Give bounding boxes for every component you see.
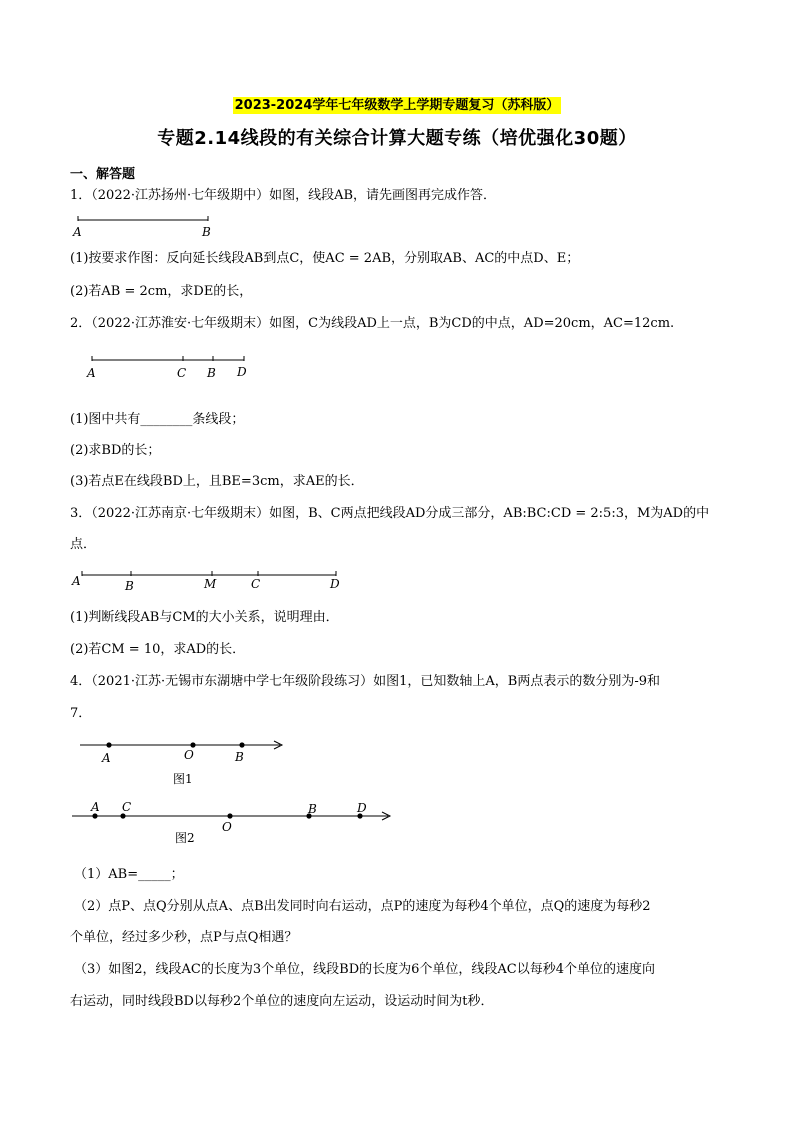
fig1-label-a: A — [102, 751, 111, 765]
question-3-stem-line-1: 3．（2022·江苏南京·七年级期末）如图，B、C两点把线段AD分成三部分，AB:BC:CD = 2:5:3，M为AD的中 — [70, 506, 710, 521]
fig2-label-o: O — [222, 820, 232, 834]
fig2-point-a — [92, 813, 97, 818]
question-4-part-2-line-2: 个单位，经过多少秒，点P与点Q相遇？ — [70, 930, 298, 945]
fig2-label-a: A — [91, 800, 100, 814]
q2-figure — [82, 350, 262, 384]
question-1-stem: 1．（2022·江苏扬州·七年级期中）如图，线段AB，请先画图再完成作答． — [70, 188, 497, 203]
fig1-label-o: O — [184, 748, 194, 762]
question-3-part-1: (1)判断线段AB与CM的大小关系，说明理由． — [70, 610, 339, 625]
section-heading: 一、解答题 — [70, 167, 136, 182]
fig1-point-o — [190, 742, 195, 747]
fig2-point-c — [120, 813, 125, 818]
q2-label-b: B — [207, 366, 216, 380]
fig1-label-b: B — [235, 750, 244, 764]
fig1-point-b — [239, 742, 244, 747]
question-4-part-1: （1）AB=_____； — [74, 867, 184, 882]
question-4-stem-line-2: 7． — [70, 706, 92, 721]
q1-label-b: B — [202, 225, 211, 239]
question-4-part-2-line-1: （2）点P、点Q分别从点A、点B出发同时向右运动，点P的速度为每秒4个单位，点Q的速度为每秒2 — [74, 899, 651, 914]
fig2-label-b: B — [308, 802, 317, 816]
q3-label-a: A — [72, 574, 81, 588]
q3-label-c: C — [251, 577, 261, 591]
question-4-part-3-line-2: 右运动，同时线段BD以每秒2个单位的速度向左运动，设运动时间为t秒． — [70, 994, 494, 1009]
question-2-part-2: (2)求BD的长； — [70, 443, 161, 458]
q3-label-b: B — [125, 579, 134, 593]
fig2-label-d: D — [357, 801, 367, 815]
question-2-part-3: (3)若点E在线段BD上，且BE=3cm，求AE的长． — [70, 474, 364, 489]
question-3-stem-line-2: 点． — [70, 537, 97, 552]
q2-label-a: A — [87, 366, 96, 380]
question-3-part-2: (2)若CM = 10，求AD的长． — [70, 642, 246, 657]
fig2-caption: 图2 — [175, 831, 195, 845]
fig2-point-o — [227, 813, 232, 818]
question-4-part-3-line-1: （3）如图2，线段AC的长度为3个单位，线段BD的长度为6个单位，线段AC以每秒4个单位的速度向 — [74, 962, 656, 977]
question-1-part-1: (1)按要求作图：反向延长线段AB到点C，使AC = 2AB，分别取AB、AC的中点D、E； — [70, 251, 580, 266]
q3-label-m: M — [204, 577, 217, 591]
fig1-point-a — [106, 742, 111, 747]
fig2-label-c: C — [122, 800, 132, 814]
q3-figure — [70, 565, 360, 597]
q2-label-d: D — [237, 365, 247, 379]
fig1-caption: 图1 — [173, 772, 193, 786]
question-2-part-1: (1)图中共有________条线段； — [70, 412, 245, 427]
q1-label-a: A — [73, 225, 82, 239]
q3-label-d: D — [330, 577, 340, 591]
q1-figure — [70, 210, 220, 240]
question-1-part-2: (2)若AB = 2cm，求DE的长， — [70, 284, 253, 299]
q4-figure-2 — [70, 798, 400, 850]
question-2-stem: 2．（2022·江苏淮安·七年级期末）如图，C为线段AD上一点，B为CD的中点，AD=20cm，AC=12cm. — [70, 316, 675, 331]
series-banner: 2023-2024学年七年级数学上学期专题复习（苏科版） — [234, 98, 560, 113]
q2-label-c: C — [177, 366, 187, 380]
q4-figure-1 — [76, 733, 296, 789]
page-title: 专题2.14线段的有关综合计算大题专练（培优强化30题） — [157, 128, 637, 149]
question-4-stem-line-1: 4．（2021·江苏·无锡市东湖塘中学七年级阶段练习）如图1，已知数轴上A，B两点表示的数分别为-9和 — [70, 674, 660, 689]
